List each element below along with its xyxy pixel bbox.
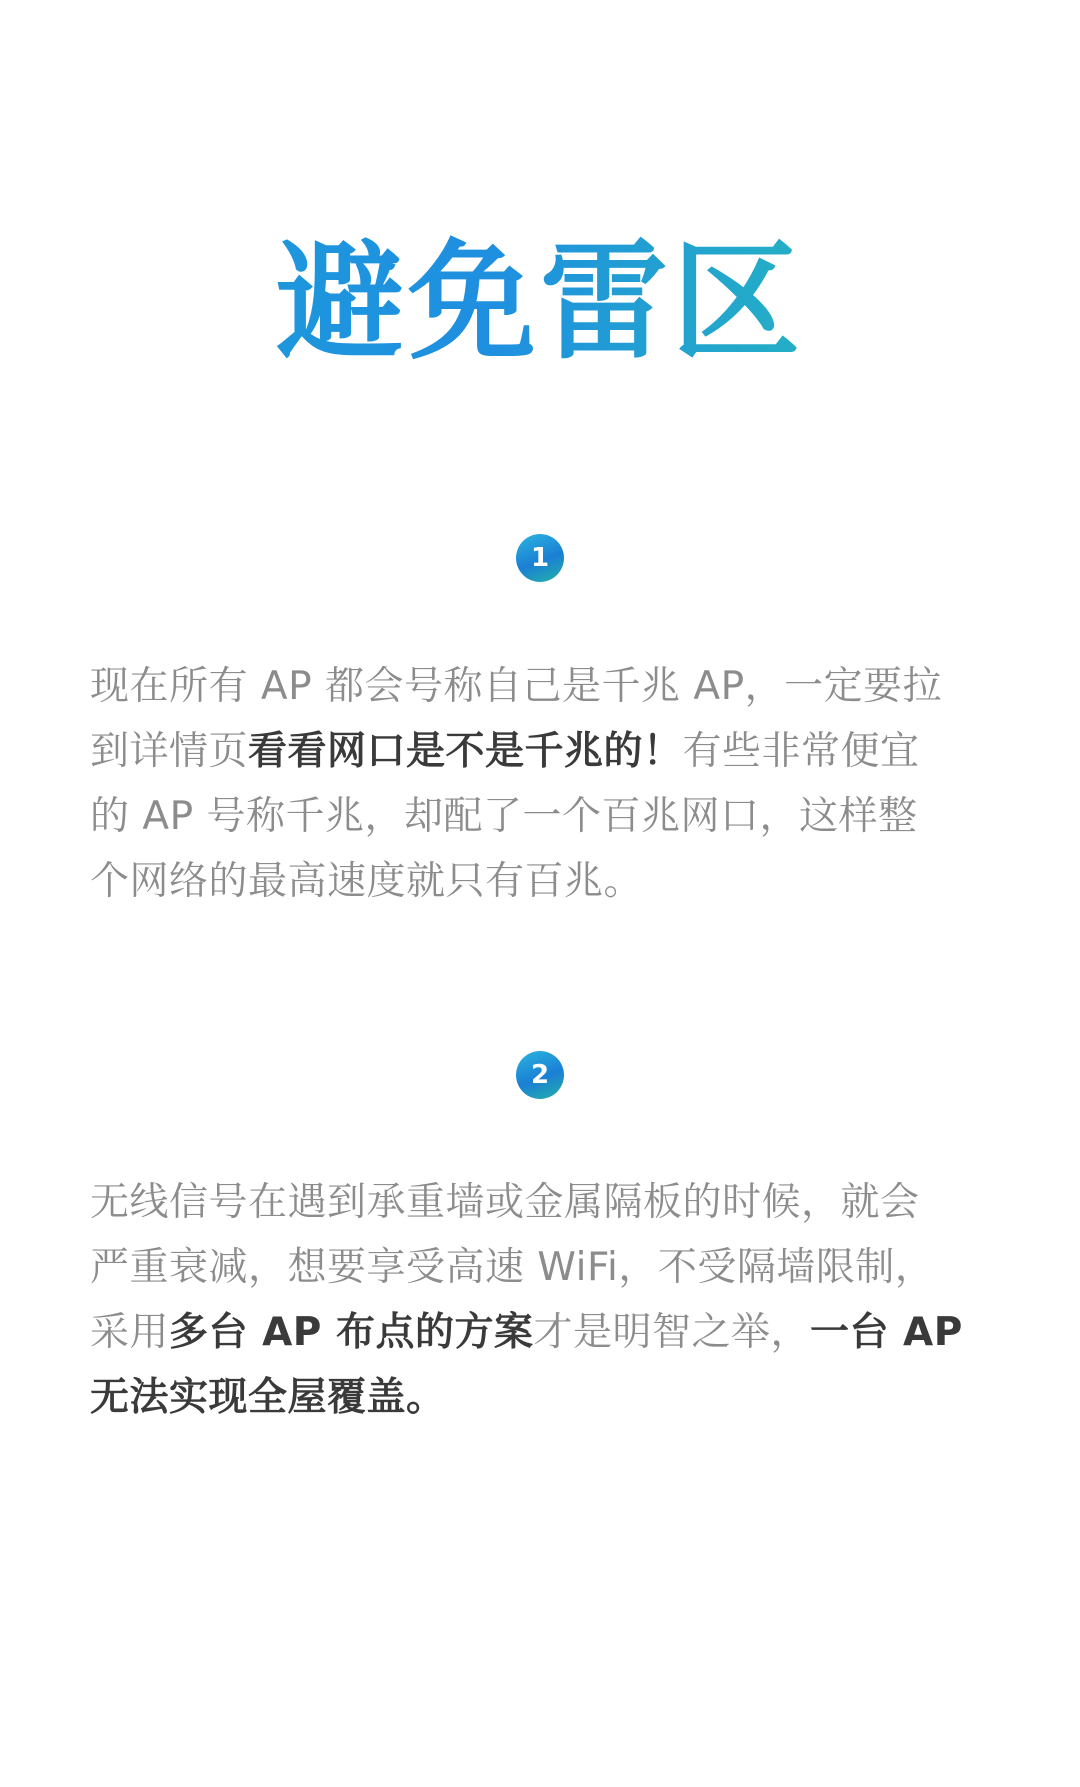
body-text: 采用 xyxy=(90,1310,170,1355)
body-text: 无线信号在遇到承重墙或金属隔板的时候，就会 xyxy=(90,1180,920,1225)
paragraph-line xyxy=(90,1300,1000,1365)
paragraph-line xyxy=(90,1170,1000,1235)
body-text: 才是明智之举， xyxy=(533,1310,810,1355)
paragraph-line xyxy=(90,784,1000,849)
section-number-badge xyxy=(516,534,564,582)
body-text: 严重衰减，想要享受高速 WiFi，不受隔墙限制， xyxy=(90,1245,935,1290)
body-text: 的 AP 号称千兆，却配了一个百兆网口，这样整 xyxy=(90,794,918,839)
paragraph-line xyxy=(90,849,1000,914)
paragraph-line xyxy=(90,654,1000,719)
section-paragraph xyxy=(90,654,1000,914)
section-paragraph xyxy=(90,1170,1000,1430)
paragraph-line xyxy=(90,719,1000,784)
body-text: 现在所有 AP 都会号称自己是千兆 AP，一定要拉 xyxy=(90,664,943,709)
paragraph-line xyxy=(90,1235,1000,1300)
emphasis-text: 一台 AP xyxy=(809,1310,963,1355)
section-number: 1 xyxy=(530,543,550,573)
emphasis-text: 无法实现全屋覆盖。 xyxy=(90,1375,446,1420)
body-text: 个网络的最高速度就只有百兆。 xyxy=(90,859,644,904)
section-number-badge xyxy=(516,1051,564,1099)
body-text: 到详情页 xyxy=(90,729,249,774)
page-title: 避免雷区 xyxy=(0,228,1080,378)
paragraph-line xyxy=(90,1365,1000,1430)
emphasis-text: 多台 AP 布点的方案 xyxy=(169,1310,534,1355)
emphasis-text: 看看网口是不是千兆的！ xyxy=(248,729,683,774)
section-number: 2 xyxy=(530,1060,550,1090)
body-text: 有些非常便宜 xyxy=(682,729,920,774)
